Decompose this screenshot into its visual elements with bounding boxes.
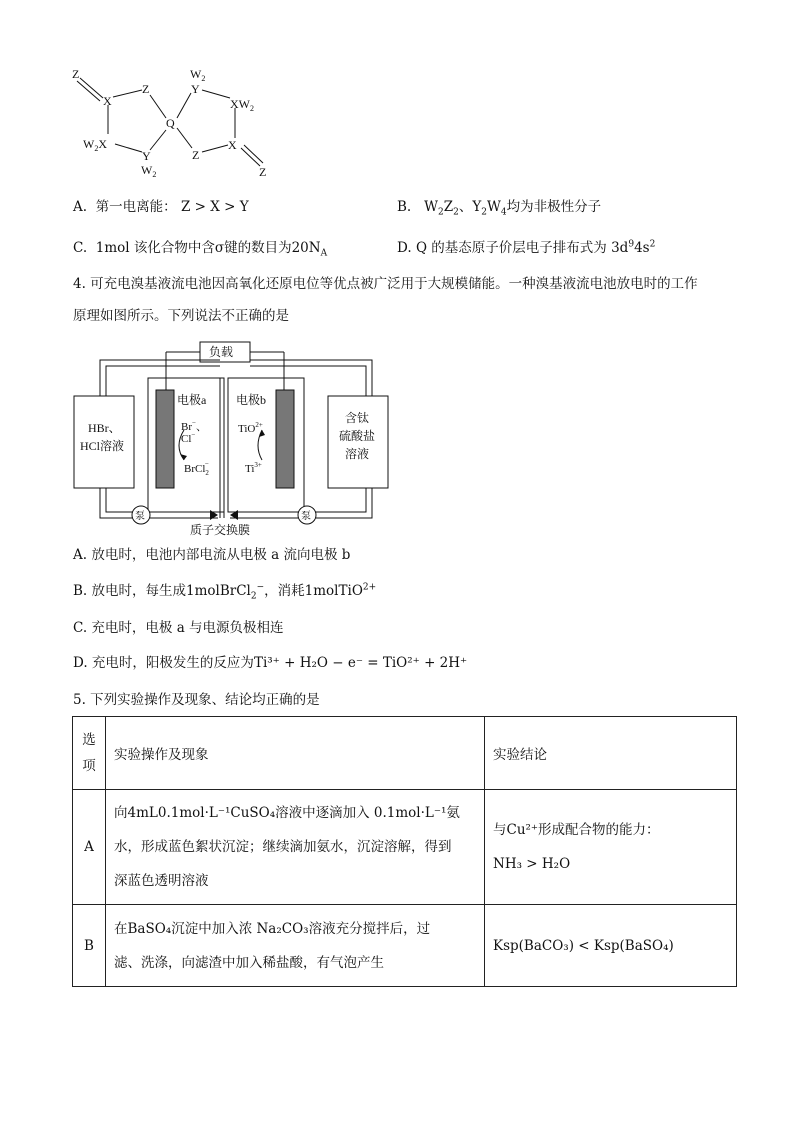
molecule-structure-diagram bbox=[60, 60, 280, 185]
table-row bbox=[73, 790, 737, 905]
electrode-b-label: 电极b bbox=[236, 393, 267, 407]
brcl-ion: BrCl$_2$− bbox=[184, 460, 209, 477]
atom-z: Z bbox=[259, 165, 267, 179]
header-operation: 实验操作及现象 bbox=[106, 717, 485, 790]
load-label: 负载 bbox=[209, 345, 234, 359]
cl-ion: Cl− bbox=[181, 431, 196, 445]
right-tank-label: 含钛 bbox=[345, 411, 370, 425]
membrane-label: 质子交换膜 bbox=[190, 523, 251, 537]
experiment-table bbox=[72, 716, 737, 987]
atom-z: Z bbox=[192, 148, 200, 162]
q5-stem: 5. 下列实验操作及现象、结论均正确的是 bbox=[73, 692, 320, 708]
q3-option-a: A. 第一电离能： Z > X > Y bbox=[73, 199, 249, 215]
atom-z: Z bbox=[72, 67, 80, 81]
pump-left-label: 泵 bbox=[135, 511, 145, 522]
row-conclusion: Ksp(BaCO₃) < Ksp(BaSO₄) bbox=[485, 905, 737, 987]
q4-stem-line1: 4. 可充电溴基液流电池因高氧化还原电位等优点被广泛用于大规模储能。一种溴基液流电池放电时的工作 bbox=[73, 276, 698, 292]
header-option: 选项 bbox=[73, 717, 106, 790]
header-conclusion: 实验结论 bbox=[485, 717, 737, 790]
q3-option-b: B. $W_2Z_2$、$Y_2W_4$均为非极性分子 bbox=[397, 199, 602, 218]
table-header-row bbox=[73, 717, 737, 790]
pump-right-label: 泵 bbox=[301, 511, 311, 522]
q4-option-c: C. 充电时，电极 a 与电源负极相连 bbox=[73, 620, 284, 636]
atom-w2: $W_2$ bbox=[141, 163, 157, 179]
q4-option-b: B. 放电时，每生成1molBrCl$_2$−，消耗1molTiO$^{2+}$ bbox=[73, 582, 377, 602]
atom-w2x: $W_2X$ bbox=[83, 137, 107, 153]
row-conclusion: 与Cu²⁺形成配合物的能力： NH₃ > H₂O bbox=[485, 790, 737, 905]
br-ion: Br−、 bbox=[181, 419, 207, 433]
flow-battery-diagram bbox=[72, 338, 402, 538]
atom-y: Y bbox=[142, 149, 151, 163]
row-option: A bbox=[73, 790, 106, 905]
q4-option-d: D. 充电时，阳极发生的反应为Ti³⁺ + H₂O − e⁻ = TiO²⁺ + 2H⁺ bbox=[73, 655, 468, 671]
atom-xw2: $XW_2$ bbox=[230, 97, 254, 113]
q4-option-a: A. 放电时，电池内部电流从电极 a 流向电极 b bbox=[73, 547, 351, 563]
q4-stem-line2: 原理如图所示。下列说法不正确的是 bbox=[73, 308, 289, 324]
tio-ion: TiO$^{2+}$ bbox=[238, 421, 263, 435]
q3-option-d: D. Q 的基态原子价层电子排布式为 $3d^94s^2$ bbox=[397, 239, 656, 256]
atom-w2: $W_2$ bbox=[190, 67, 206, 83]
atom-x: X bbox=[103, 94, 112, 108]
table-row bbox=[73, 905, 737, 987]
atom-x: X bbox=[228, 138, 237, 152]
row-operation: 向4mL0.1mol·L⁻¹CuSO₄溶液中逐滴加入 0.1mol·L⁻¹氨 水，形成蓝色絮状沉淀；继续滴加氨水，沉淀溶解，得到 深蓝色透明溶液 bbox=[106, 790, 485, 905]
left-tank-label: HBr、 bbox=[88, 421, 121, 435]
right-tank-label: 硫酸盐 bbox=[339, 429, 376, 443]
row-operation: 在BaSO₄沉淀中加入浓 Na₂CO₃溶液充分搅拌后，过 滤、洗涤，向滤渣中加入稀盐酸，有气泡产生 bbox=[106, 905, 485, 987]
atom-q: Q bbox=[166, 116, 175, 130]
atom-z: Z bbox=[142, 82, 150, 96]
q3-option-c: C. 1mol 该化合物中含σ键的数目为$20N_A$ bbox=[73, 240, 328, 259]
row-option: B bbox=[73, 905, 106, 987]
left-tank-label: HCl溶液 bbox=[80, 439, 125, 453]
atom-y: Y bbox=[191, 82, 200, 96]
ti-ion: $Ti^{3+}$ bbox=[245, 461, 262, 475]
right-tank-label: 溶液 bbox=[345, 447, 370, 461]
electrode-a-label: 电极a bbox=[177, 393, 207, 407]
